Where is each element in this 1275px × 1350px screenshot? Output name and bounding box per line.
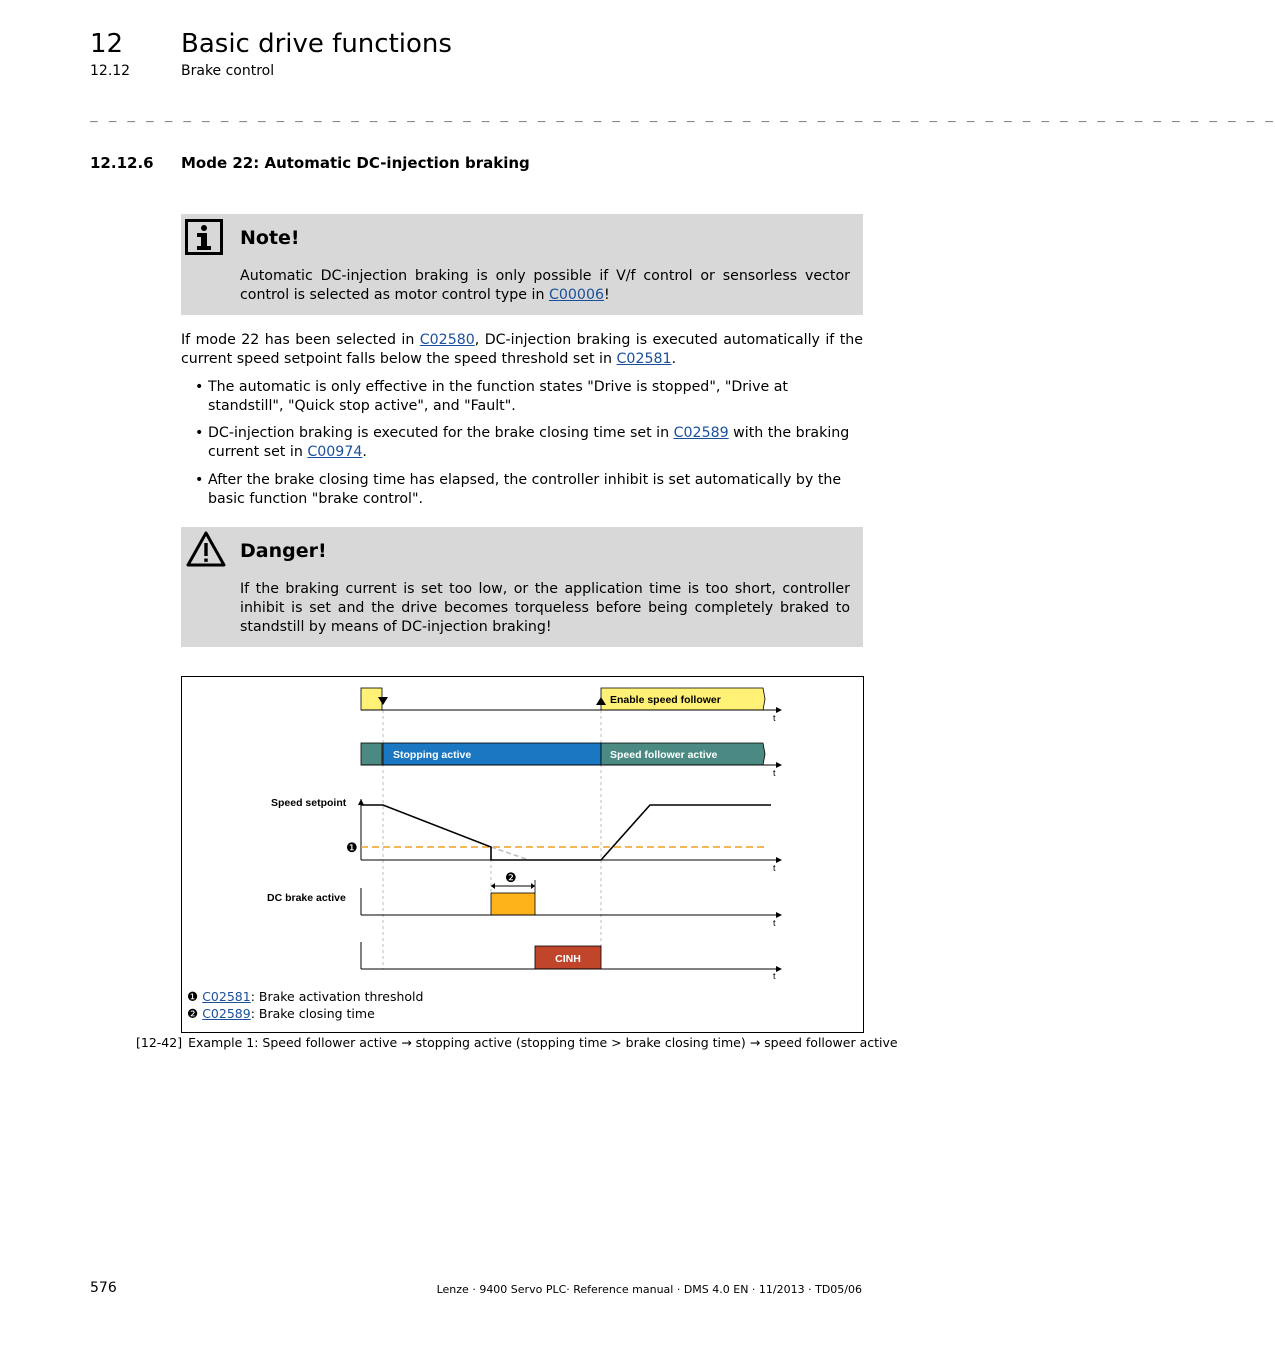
speed-setpoint-label: Speed setpoint: [271, 797, 347, 809]
note-title: Note!: [240, 227, 300, 249]
section-number: 12.12: [90, 63, 131, 79]
cinh-label: CINH: [555, 953, 581, 965]
bullet-text-3: After the brake closing time has elapsed, the controller inhibit is set automatically by the basic function "brake control".: [208, 472, 842, 507]
dc-brake-pulse: [491, 893, 535, 915]
speed-setpoint-curve: [361, 805, 771, 860]
danger-title: Danger!: [240, 540, 327, 562]
marker-2-icon: ❷: [187, 1006, 199, 1021]
figure-caption: [136, 1035, 898, 1051]
bullet-text-1: The automatic is only effective in the function states "Drive is stopped", "Drive at standstill", "Quick stop active", and "Fault".: [208, 379, 788, 414]
note-text-after: !: [604, 287, 610, 303]
subsection-number: 12.12.6: [90, 154, 154, 172]
chapter-title: Basic drive functions: [181, 29, 452, 59]
c02580-link[interactable]: C02580: [419, 332, 475, 348]
intro-paragraph: [181, 331, 863, 369]
c02589-link[interactable]: C02589: [673, 425, 729, 441]
marker-1-icon: ❶: [187, 989, 199, 1004]
marker-2-icon: ❷: [505, 870, 517, 885]
note-box: [181, 214, 863, 315]
footer-text: Lenze · 9400 Servo PLC· Reference manual · DMS 4.0 EN · 11/2013 · TD05/06: [436, 1283, 862, 1296]
t-label: t: [773, 713, 776, 723]
info-icon: [185, 219, 223, 255]
status-initial-segment: [361, 743, 382, 765]
header-separator: _ _ _ _ _ _ _ _ _ _ _ _ _ _ _ _ _ _ _ _ _ _ _ _ _ _ _ _ _ _ _ _ _ _ _ _ _ _ _ _ _ _ _ _ _ _ _ _ _ _ _ _ _ _ _ _ _ _ _ _ _ _ _ _: [90, 108, 1275, 123]
bullet-item: • After the brake closing time has elapsed, the controller inhibit is set automatically by the basic function "brake control".: [181, 471, 863, 509]
legend-item-2: ❷ C02589: Brake closing time: [187, 1006, 375, 1021]
page-number: 576: [90, 1280, 117, 1296]
chapter-number: 12: [90, 29, 124, 59]
intro-text-2: , DC-injection braking is executed automatically if the current speed setpoint falls below the speed threshold set in: [181, 332, 863, 367]
t-label: t: [773, 863, 776, 873]
dc-brake-label: DC brake active: [267, 892, 346, 904]
speed-ramp-continuation: [491, 847, 529, 860]
c00974-link[interactable]: C00974: [307, 444, 363, 460]
legend: [187, 988, 423, 1022]
danger-text: If the braking current is set too low, or the application time is too short, controller inhibit is set and the drive becomes torqueless before being completely braked to standstill by means of DC-injection braking!: [240, 581, 850, 635]
intro-text-1: If mode 22 has been selected in: [181, 332, 420, 348]
bullet-item: • The automatic is only effective in the function states "Drive is stopped", "Drive at standstill", "Quick stop active", and "Fault".: [181, 378, 863, 416]
caption-number: [12-42]: [136, 1035, 183, 1050]
danger-box: [181, 527, 863, 647]
warning-icon: [185, 530, 227, 568]
timing-diagram: [182, 677, 863, 1032]
bullet-text-2: DC-injection braking is executed for the brake closing time set in C02589 with the braking current set in C00974.: [208, 425, 850, 460]
c02581-link[interactable]: C02581: [616, 351, 672, 367]
t-label: t: [773, 971, 776, 981]
c02589-legend-link[interactable]: C02589: [202, 1006, 251, 1021]
bullet-item: • DC-injection braking is executed for the brake closing time set in C02589 with the braking current set in C00974.: [181, 424, 863, 462]
section-title: Brake control: [181, 63, 275, 79]
enable-low-segment: [361, 688, 382, 710]
c00006-link[interactable]: C00006: [548, 287, 604, 303]
timing-diagram-figure: [181, 676, 864, 1033]
legend-item-1: ❶ C02581: Brake activation threshold: [187, 989, 424, 1004]
subsection-title: Mode 22: Automatic DC-injection braking: [181, 154, 530, 172]
enable-label: Enable speed follower: [610, 694, 721, 706]
follower-label: Speed follower active: [610, 749, 718, 761]
note-text-before: Automatic DC-injection braking is only possible if V/f control or sensorless vector control is selected as motor control type in: [240, 268, 850, 303]
t-label: t: [773, 918, 776, 928]
note-text: [240, 267, 850, 305]
intro-text-3: .: [671, 351, 677, 367]
stopping-label: Stopping active: [393, 749, 472, 761]
t-label: t: [773, 768, 776, 778]
caption-text: Example 1: Speed follower active → stopping active (stopping time > brake closing time) → speed follower active: [188, 1035, 898, 1050]
marker-1-icon: ❶: [346, 840, 358, 855]
c02581-legend-link[interactable]: C02581: [202, 989, 251, 1004]
